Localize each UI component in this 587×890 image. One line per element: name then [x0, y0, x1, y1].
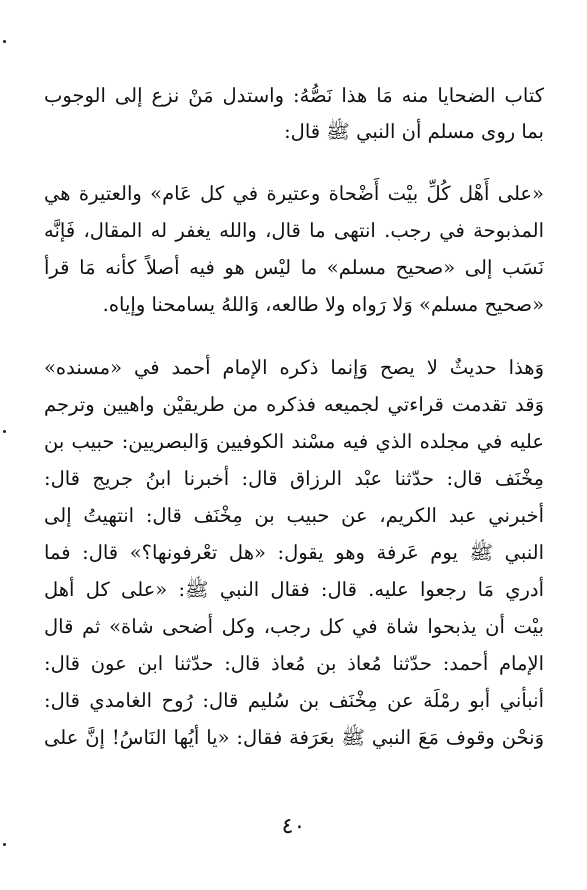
text-line: المذبوحة في رجب. انتهى ما قال، والله يغفر له المقال، فَإنَّه	[44, 219, 544, 242]
text-line: كتاب الضحايا منه مَا هذا نَصُّهُ: واستدل مَنْ نزع إلى الوجوب	[44, 84, 544, 107]
text-line: «على أَهْل كُلِّ بيْت أَضْحاة وعتيرة في كل عَام» والعتيرة هي	[44, 182, 544, 205]
text-line: «صحيح مسلم» وَلا رَواه ولا طالعه، وَاللهُ يسامحنا وإياه.	[102, 293, 544, 316]
text-line: بما روى مسلم أن النبي ﷺ قال:	[284, 120, 544, 143]
text-line: الإمام أحمد: حدّثنا مُعاذ بن مُعاذ قال: حدّثنا ابن عون قال:	[44, 652, 544, 675]
text-line: أنبأني أبو رمْلَة عن مِخْنَف بن سُليم قال: رُوح الغامدي قال:	[44, 689, 544, 712]
text-line: مِخْنَف قال: حدّثنا عبْد الرزاق قال: أخبرنا ابنُ جريج قال:	[44, 467, 544, 490]
text-line: النبي ﷺ يوم عَرفة وهو يقول: «هل تعْرفونها؟» قال: فما	[44, 541, 544, 564]
text-line: نَسَب إلى «صحيح مسلم» ما ليْس هو فيه أصلاً كأنه مَا قرأ	[44, 256, 544, 279]
margin-mark	[3, 40, 6, 43]
text-line: أخبرني عبد الكريم، عن حبيب بن مِخْنَف قال: انتهيتُ إلى	[44, 504, 544, 527]
text-line: وَهذا حديثٌ لا يصح وَإنما ذكره الإمام أحمد في «مسنده»	[44, 356, 544, 379]
page-number: ٤٠	[281, 814, 306, 839]
margin-mark	[3, 430, 6, 433]
text-line: وَقد تقدمت قراءتي لجميعه فذكره من طريقيْن واهيين وترجم	[44, 393, 544, 416]
margin-mark	[3, 843, 6, 846]
text-line: بيْت أن يذبحوا شاة في كل رجب، وكل أضحى شاة» ثم قال	[44, 615, 544, 638]
text-line: عليه في مجلده الذي فيه مسْند الكوفيين وَالبصريين: حبيب بن	[44, 430, 544, 453]
text-line: أدري مَا رجعوا عليه. قال: فقال النبي ﷺ: «على كل أهل	[44, 578, 544, 601]
text-line: وَنحْن وقوف مَعَ النبي ﷺ بعَرَفة فقال: «يا أيُها النَاسُ! إنَّ على	[44, 726, 544, 749]
